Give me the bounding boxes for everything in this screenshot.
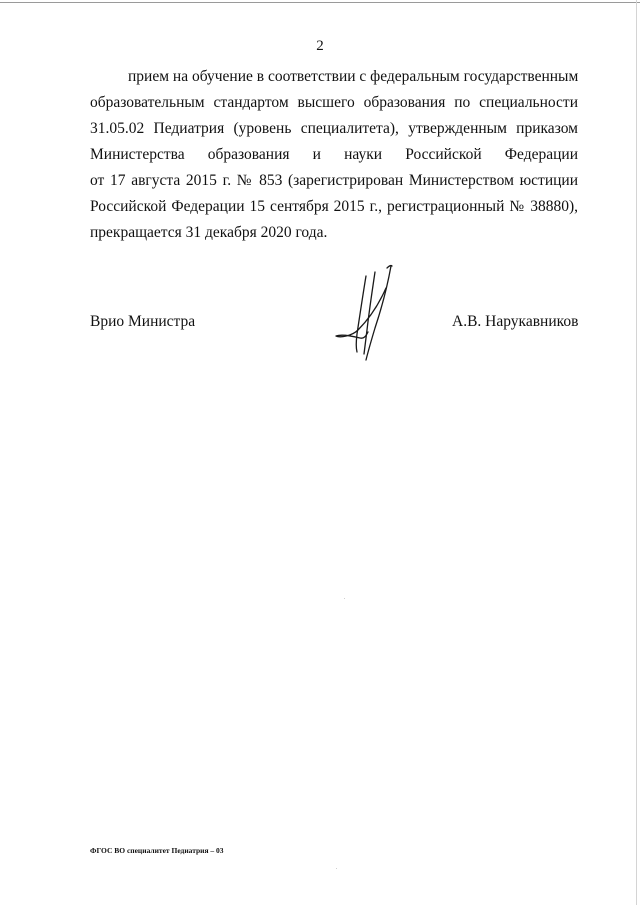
- handwritten-signature: [326, 260, 406, 364]
- signer-role: Врио Министра: [90, 313, 196, 330]
- page-number: 2: [316, 38, 324, 54]
- scan-speck: [344, 598, 345, 599]
- scan-speck: [336, 868, 337, 869]
- body-line: прекращается 31 декабря 2020 года.: [90, 224, 328, 241]
- body-line: прием на обучение в соответствии с федеральным государственным: [128, 68, 579, 85]
- body-line: от 17 августа 2015 г. № 853 (зарегистрирован Министерством юстиции: [90, 172, 578, 189]
- body-line: Министерства образования и науки Российской Федерации: [90, 146, 578, 163]
- right-scan-edge: [636, 0, 637, 905]
- body-line: образовательным стандартом высшего образования по специальности: [90, 94, 578, 111]
- body-paragraph: [90, 64, 578, 246]
- body-line: Российской Федерации 15 сентября 2015 г., регистрационный № 38880),: [90, 198, 578, 215]
- body-line: 31.05.02 Педиатрия (уровень специалитета), утвержденным приказом: [90, 120, 578, 137]
- signer-name: А.В. Нарукавников: [452, 313, 579, 330]
- footer-document-code: ФГОС ВО специалитет Педиатрия – 03: [90, 846, 224, 855]
- top-scan-edge: [0, 2, 640, 3]
